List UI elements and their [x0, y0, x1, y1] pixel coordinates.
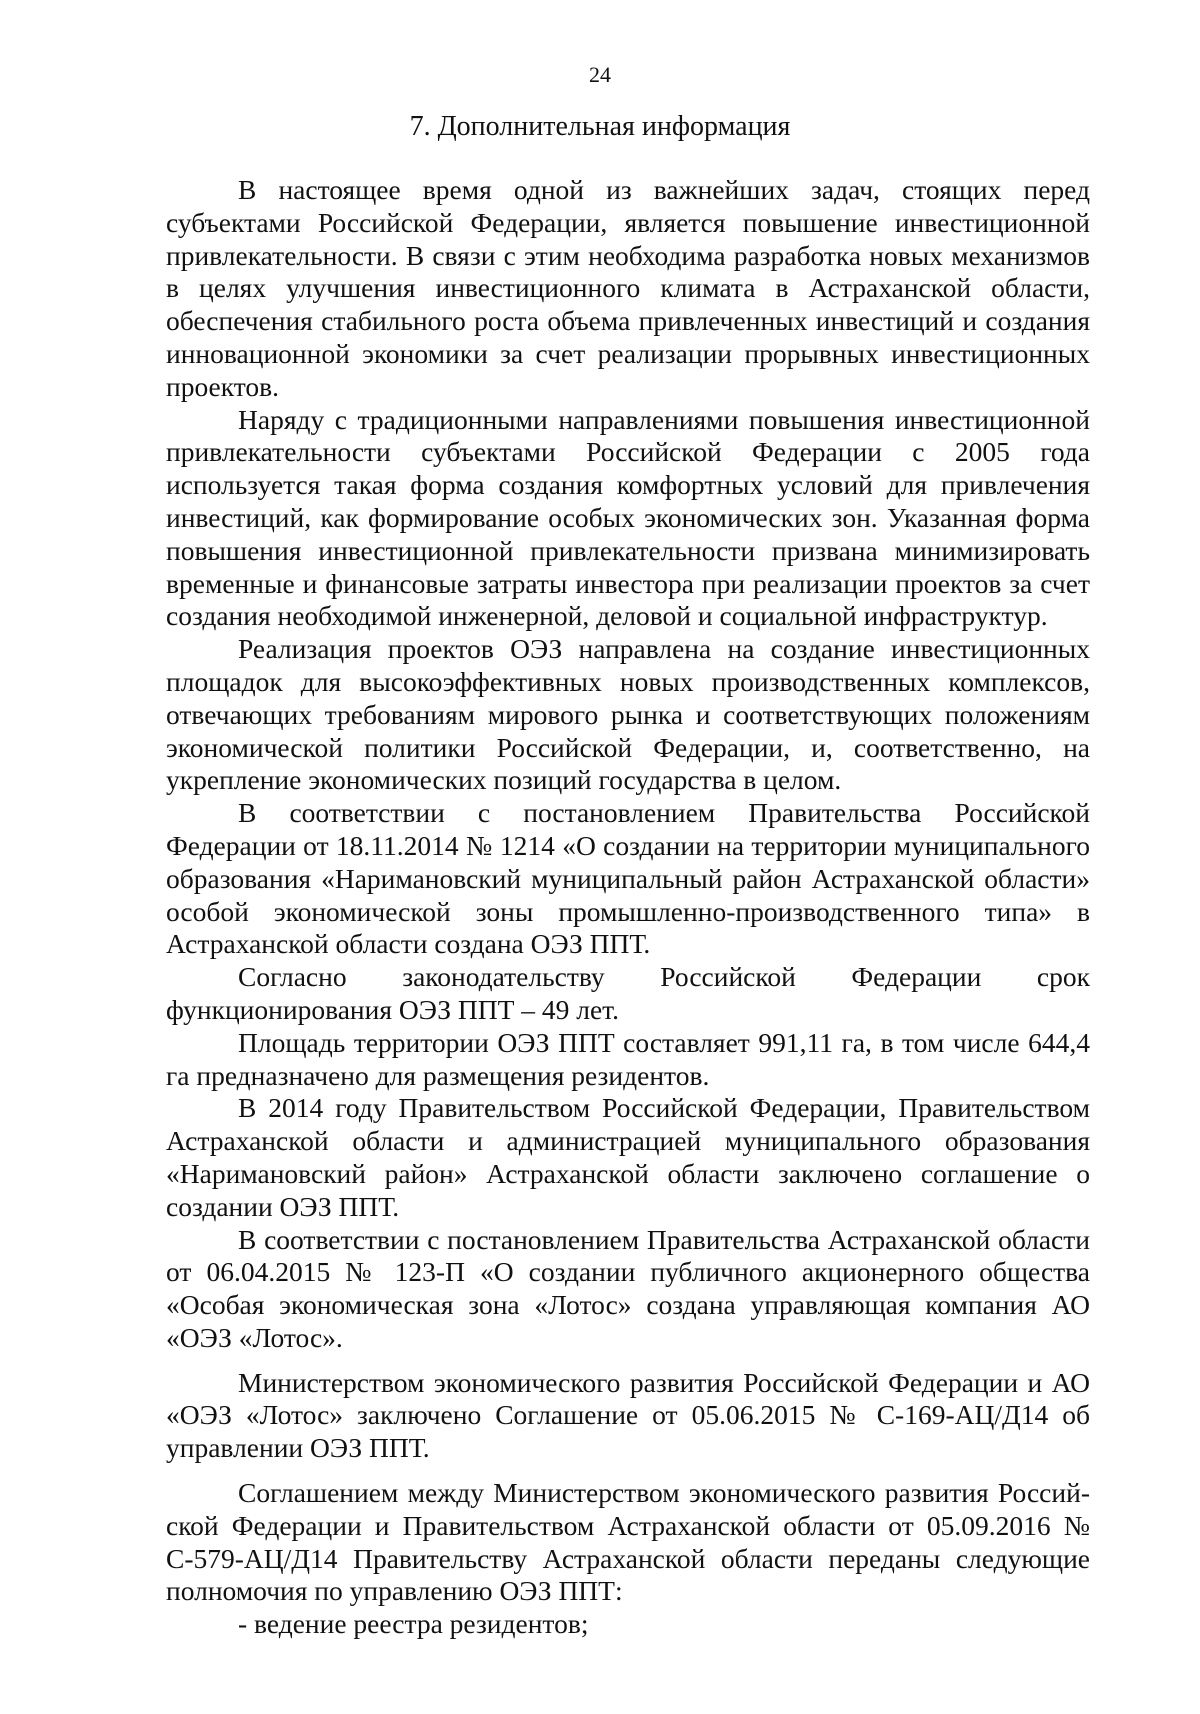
paragraph: В настоящее время одной из важнейших задач, стоящих перед субъектами Российской Федерации, является повышение инвестиционной привлекательности. В связи с этим необходима разработка новых механизмов в целях улучшения инвестиционного климата в Астраханской области, обеспечения стабильного роста объема привлеченных инвестиций и создания инновационной экономики за счет реализации прорывных инвестиционных проектов. — [166, 174, 1090, 402]
paragraph: Министерством экономического развития Российской Федерации и АО «ОЭЗ «Лотос» заключено Соглашение от 05.06.2015 № С-169-АЦ/Д14 об управлении ОЭЗ ППТ. — [166, 1366, 1090, 1464]
body-text — [166, 174, 1090, 1641]
section-title: 7. Дополнительная информация — [409, 111, 791, 142]
paragraph: Наряду с традиционными направлениями повышения инвестиционной привлекательности субъектами Российской Федерации с 2005 года используется такая форма создания комфортных условий для привлечения инвестиций, как формирование особых экономических зон. Указанная форма повышения инвестиционной привлекательности призвана минимизировать временные и финансовые затраты инвестора при реализации проектов за счет создания необходимой инженерной, деловой и социальной инфраструктур. — [166, 403, 1090, 632]
paragraph: Реализация проектов ОЭЗ направлена на создание инвестиционных площадок для высокоэффективных новых производственных комплексов, отвечающих требованиям мирового рынка и соответствующих положениям экономической политики Российской Федерации, и, соответственно, на укрепление экономических позиций государства в целом. — [166, 633, 1090, 796]
page-number: 24 — [589, 62, 611, 87]
paragraph: В соответствии с постановлением Правительства Российской Федерации от 18.11.2014 № 1214 «О создании на территории муниципального образования «Наримановский муниципальный район Астраханской области» особой экономической зоны промышленно-производственного типа» в Астраханской области создана ОЭЗ ППТ. — [166, 797, 1090, 960]
list-item: - ведение реестра резидентов; — [238, 1608, 589, 1640]
paragraph: Согласно законодательству Российской Федерации срок функционирования ОЭЗ ППТ – 49 лет. — [166, 961, 1090, 1025]
paragraph: В соответствии с постановлением Правительства Астраханской области от 06.04.2015 № 123-П «О создании публичного акционерного общества «Особая экономическая зона «Лотос» создана управляющая компания АО «ОЭЗ «Лотос». — [166, 1223, 1090, 1353]
paragraph: Площадь территории ОЭЗ ППТ составляет 991,11 га, в том числе 644,4 га предназначено для размещения резидентов. — [166, 1026, 1090, 1091]
paragraph: Соглашением между Министерством экономического развития Российской Федерации и Правительством Астраханской области от 05.09.2016 № С-579-АЦ/Д14 Правительству Астраханской области переданы следующие полномочия по управлению ОЭЗ ППТ: — [166, 1477, 1090, 1607]
paragraph: В 2014 году Правительством Российской Федерации, Правительством Астраханской области и администрацией муниципального образования «Наримановский район» Астраханской области заключено соглашение о создании ОЭЗ ППТ. — [166, 1092, 1090, 1222]
